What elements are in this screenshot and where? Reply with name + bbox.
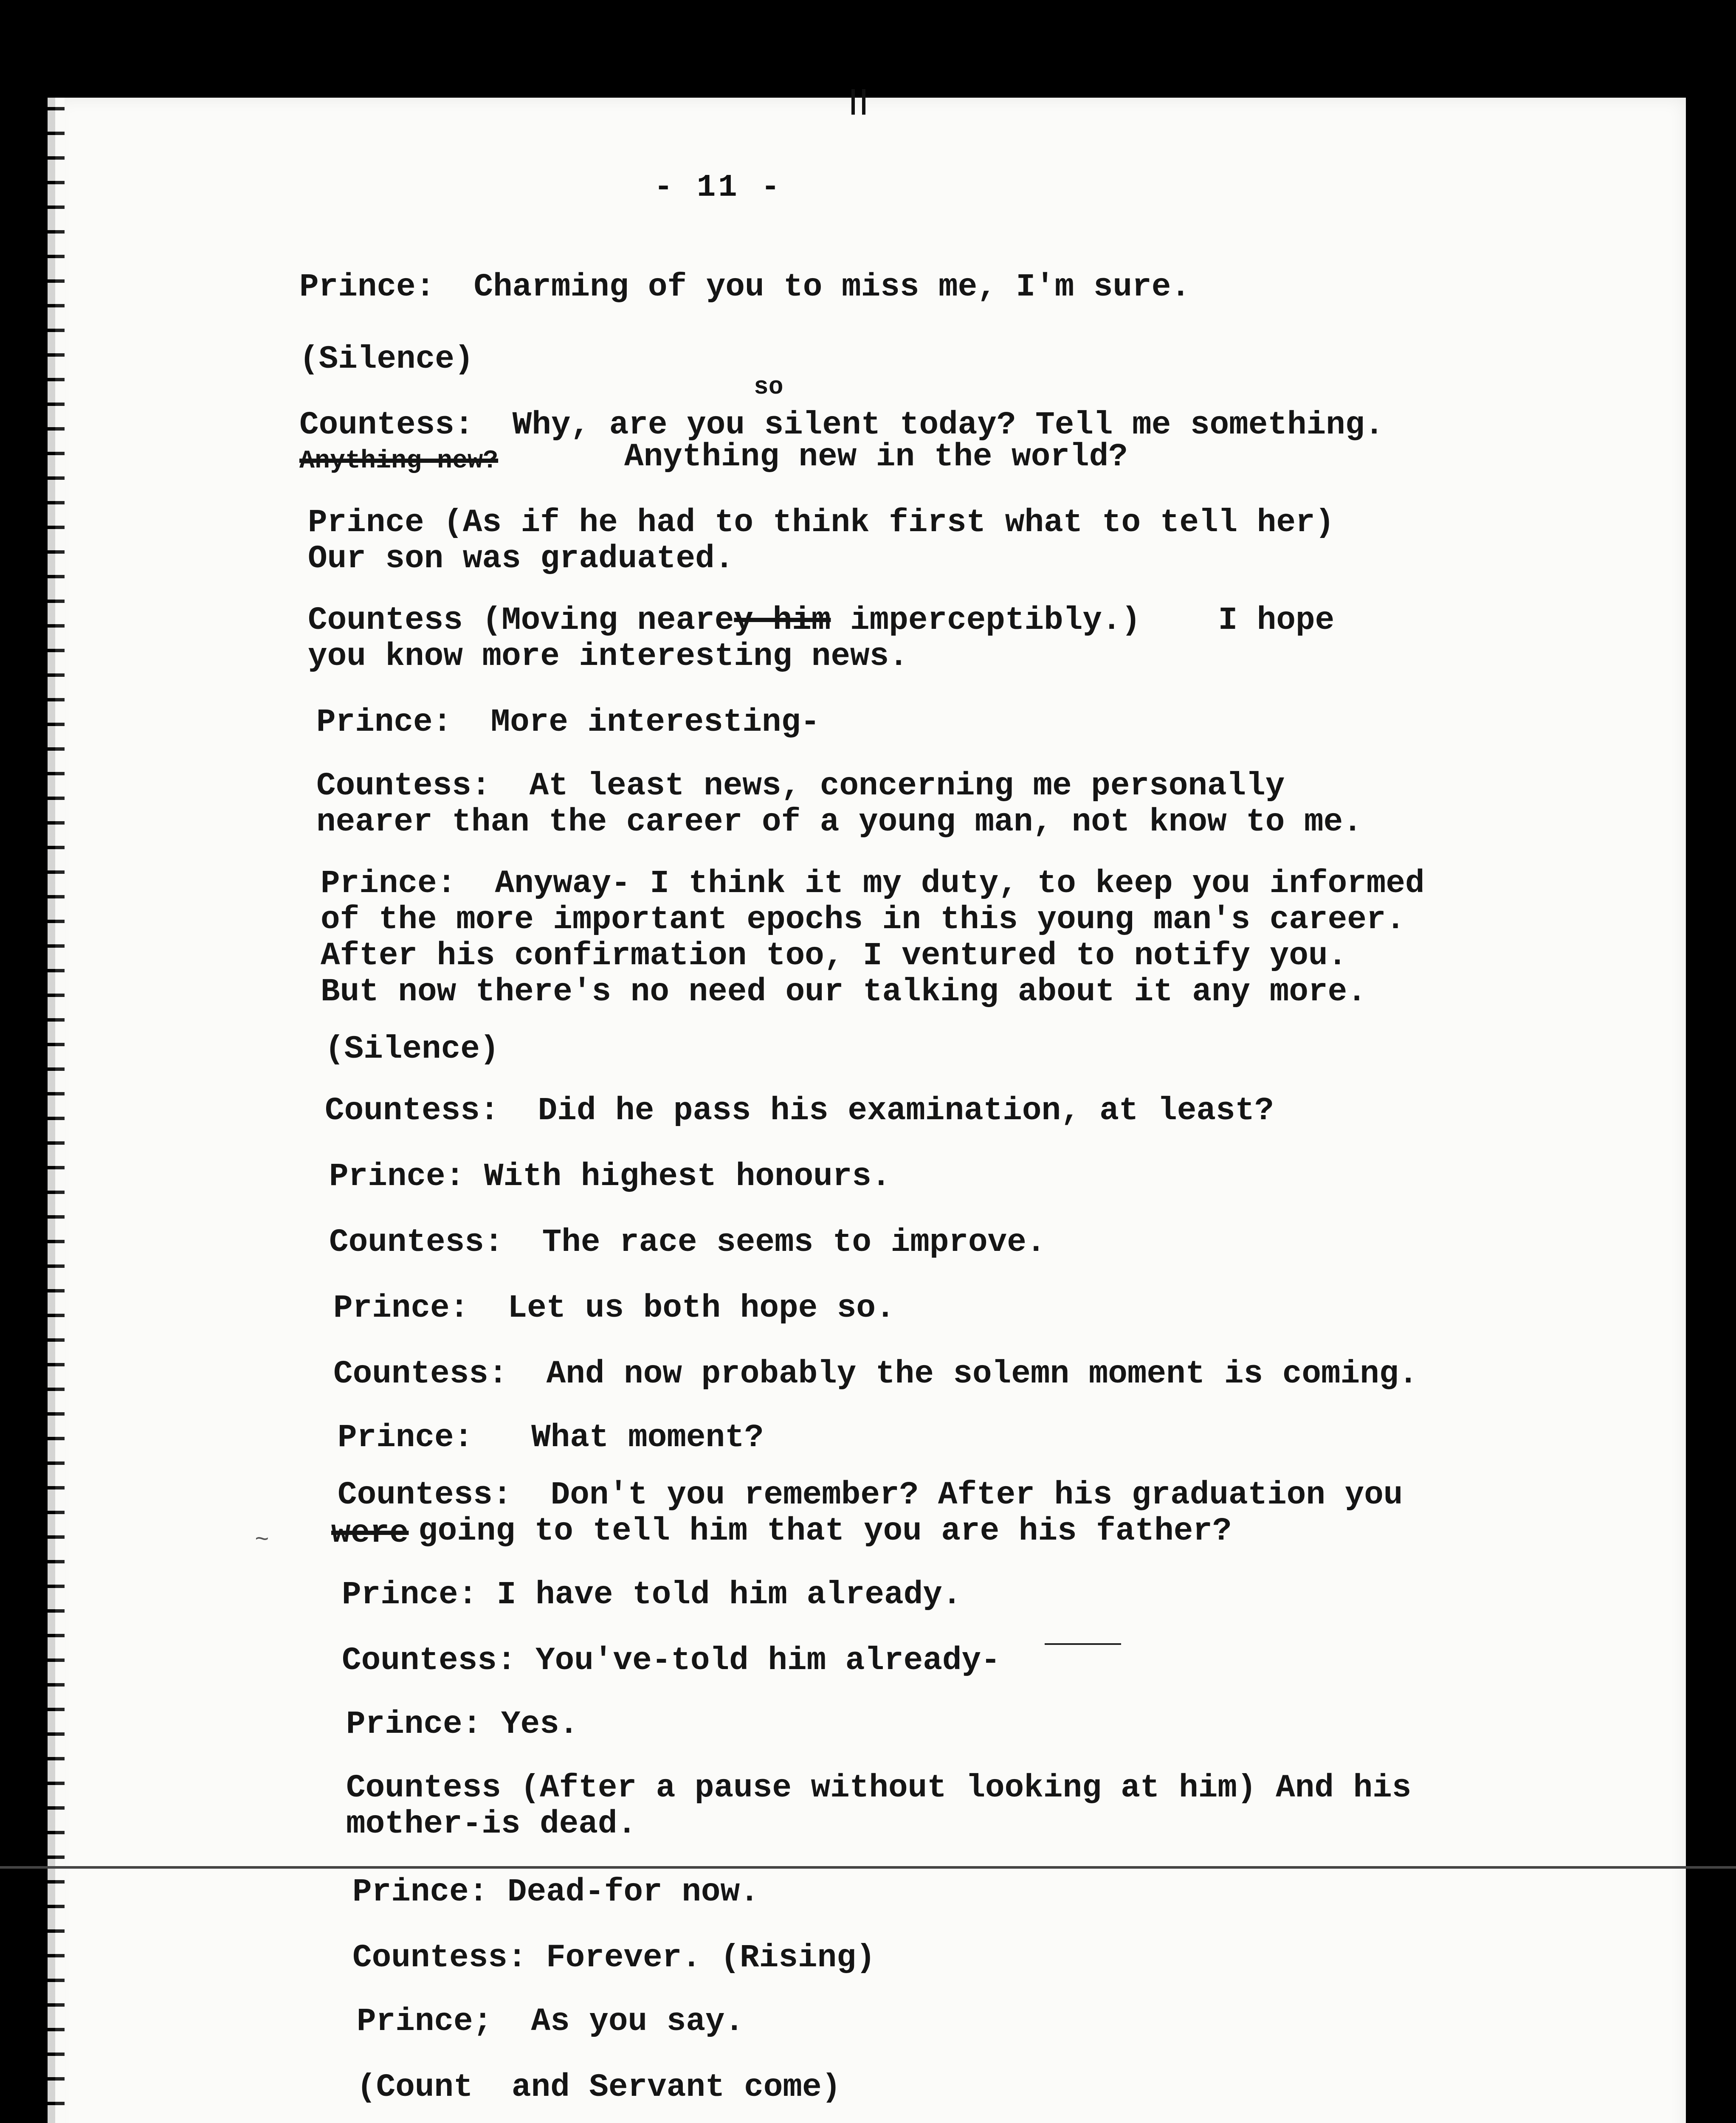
script-line: Countess (After a pause without looking at him) And his [346, 1770, 1412, 1806]
script-line: Prince; As you say. [357, 2003, 744, 2040]
line-part: Countess (Moving neare [308, 602, 734, 639]
scan-fold-line [0, 1866, 1736, 1869]
script-line: Countess: And now probably the solemn moment is coming. [333, 1356, 1418, 1392]
script-line: Countess: Don't you remember? After his graduation you [338, 1477, 1403, 1513]
script-line: Countess: You've-told him already- [342, 1642, 1000, 1679]
margin-scribble: ~ [255, 1526, 269, 1554]
script-line: Prince: What moment? [338, 1419, 764, 1456]
script-line: Countess: Forever. (Rising) [352, 1940, 876, 1976]
script-line: Prince: Dead-for now. [352, 1874, 759, 1910]
script-line: mother-is dead. [346, 1806, 637, 1842]
script-line: Prince: Charming of you to miss me, I'm sure. [299, 269, 1190, 305]
stage-direction: (Silence) [325, 1031, 499, 1067]
top-tick-mark [851, 89, 855, 115]
script-line: Countess: Why, are you silent today? Tell me something. [299, 407, 1384, 443]
top-tick-mark [862, 89, 865, 115]
script-line: But now there's no need our talking about it any more. [321, 974, 1367, 1010]
handwritten-insertion: so [754, 374, 783, 401]
script-line: Countess: Did he pass his examination, at least? [325, 1092, 1274, 1129]
pen-stroke [1045, 1643, 1121, 1645]
page-number: - 11 - [654, 170, 783, 206]
script-line: Countess: At least news, concerning me personally [316, 768, 1285, 804]
line-part: imperceptibly.) I hope [831, 602, 1335, 639]
script-line: Prince: Anyway- I think it my duty, to keep you informed [321, 865, 1425, 902]
stage-direction: (Count and Servant come) [357, 2069, 841, 2106]
script-line: Our son was graduated. [308, 541, 734, 577]
script-line: Prince: With highest honours. [329, 1158, 891, 1195]
script-line: you know more interesting news. [308, 638, 908, 675]
script-line: Prince: Yes. [346, 1706, 579, 1743]
script-line: of the more important epochs in this young man's career. [321, 901, 1406, 938]
script-line [308, 601, 1334, 640]
struck-out-text: Anything new? [299, 447, 499, 476]
script-line: Prince: I have told him already. [342, 1577, 962, 1613]
script-line: going to tell him that you are his father? [418, 1513, 1232, 1549]
struck-out-text: were [331, 1515, 409, 1551]
script-line: After his confirmation too, I ventured to notify you. [321, 938, 1347, 974]
script-line: Prince: Let us both hope so. [333, 1290, 895, 1326]
script-line: Prince: More interesting- [316, 704, 820, 741]
script-line: nearer than the career of a young man, not know to me. [316, 804, 1362, 840]
script-line: Prince (As if he had to think first what to tell her) [308, 504, 1335, 541]
script-line: Anything new in the world? [624, 439, 1128, 475]
stage-direction: (Silence) [299, 341, 474, 377]
script-line: Countess: The race seems to improve. [329, 1224, 1046, 1261]
perforated-edge [48, 98, 65, 2123]
struck-out-text: y him [734, 602, 831, 639]
